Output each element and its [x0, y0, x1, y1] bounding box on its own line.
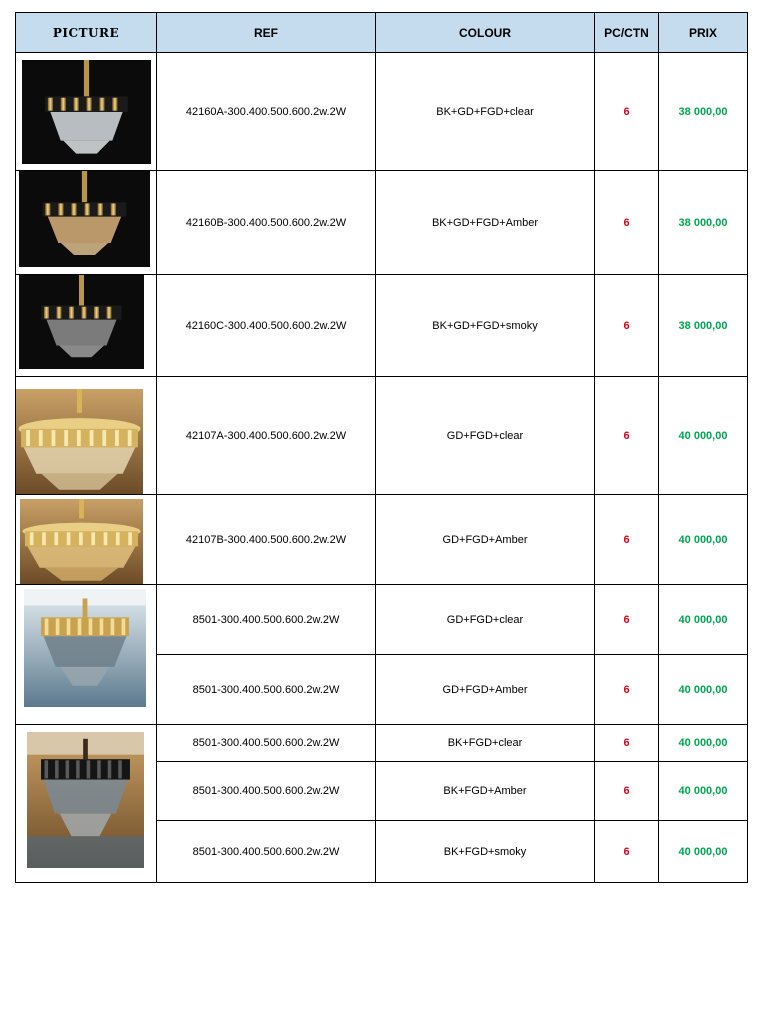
- ref-cell: 8501-300.400.500.600.2w.2W: [157, 655, 376, 725]
- colour-cell: BK+FGD+smoky: [376, 821, 595, 883]
- pcs-cell: 6: [595, 275, 659, 377]
- header-pcs: PC/CTN: [595, 13, 659, 53]
- pcs-cell: 6: [595, 585, 659, 655]
- pcs-cell: 6: [595, 821, 659, 883]
- colour-cell: GD+FGD+Amber: [376, 655, 595, 725]
- picture-cell: [16, 53, 157, 171]
- colour-cell: BK+FGD+clear: [376, 725, 595, 762]
- pcs-cell: 6: [595, 53, 659, 171]
- product-table: [15, 12, 748, 883]
- colour-cell: BK+GD+FGD+clear: [376, 53, 595, 171]
- picture-cell: [16, 377, 157, 495]
- colour-cell: GD+FGD+clear: [376, 585, 595, 655]
- ref-cell: 8501-300.400.500.600.2w.2W: [157, 585, 376, 655]
- pcs-cell: 6: [595, 171, 659, 275]
- table-row: [16, 377, 748, 495]
- chandelier-photo: [19, 171, 150, 267]
- table-row: [16, 53, 748, 171]
- colour-cell: GD+FGD+clear: [376, 377, 595, 495]
- colour-cell: BK+FGD+Amber: [376, 762, 595, 821]
- price-cell: 38 000,00: [659, 171, 748, 275]
- pcs-cell: 6: [595, 377, 659, 495]
- picture-cell: [16, 171, 157, 275]
- table-row: [16, 585, 748, 655]
- picture-cell: [16, 725, 157, 883]
- price-cell: 40 000,00: [659, 725, 748, 762]
- chandelier-photo: [16, 389, 143, 495]
- ref-cell: 8501-300.400.500.600.2w.2W: [157, 821, 376, 883]
- price-cell: 40 000,00: [659, 821, 748, 883]
- ref-cell: 8501-300.400.500.600.2w.2W: [157, 725, 376, 762]
- chandelier-photo: [20, 499, 143, 585]
- price-cell: 40 000,00: [659, 762, 748, 821]
- ref-cell: 42107A-300.400.500.600.2w.2W: [157, 377, 376, 495]
- colour-cell: GD+FGD+Amber: [376, 495, 595, 585]
- table-row: [16, 725, 748, 762]
- chandelier-photo: [27, 732, 144, 868]
- table-row: [16, 495, 748, 585]
- price-cell: 38 000,00: [659, 275, 748, 377]
- header-colour: COLOUR: [376, 13, 595, 53]
- price-cell: 40 000,00: [659, 377, 748, 495]
- pcs-cell: 6: [595, 762, 659, 821]
- picture-cell: [16, 585, 157, 725]
- ref-cell: 42160B-300.400.500.600.2w.2W: [157, 171, 376, 275]
- header-ref: REF: [157, 13, 376, 53]
- colour-cell: BK+GD+FGD+Amber: [376, 171, 595, 275]
- colour-cell: BK+GD+FGD+smoky: [376, 275, 595, 377]
- price-cell: 38 000,00: [659, 53, 748, 171]
- header-row: [16, 13, 748, 53]
- chandelier-photo: [19, 275, 144, 369]
- header-price: PRIX: [659, 13, 748, 53]
- pcs-cell: 6: [595, 495, 659, 585]
- picture-cell: [16, 495, 157, 585]
- header-picture: PICTURE: [16, 13, 157, 53]
- pcs-cell: 6: [595, 725, 659, 762]
- ref-cell: 8501-300.400.500.600.2w.2W: [157, 762, 376, 821]
- price-cell: 40 000,00: [659, 655, 748, 725]
- ref-cell: 42160A-300.400.500.600.2w.2W: [157, 53, 376, 171]
- picture-cell: [16, 275, 157, 377]
- pcs-cell: 6: [595, 655, 659, 725]
- table-row: [16, 275, 748, 377]
- table-row: [16, 171, 748, 275]
- ref-cell: 42160C-300.400.500.600.2w.2W: [157, 275, 376, 377]
- chandelier-photo: [24, 589, 146, 707]
- price-cell: 40 000,00: [659, 585, 748, 655]
- price-cell: 40 000,00: [659, 495, 748, 585]
- ref-cell: 42107B-300.400.500.600.2w.2W: [157, 495, 376, 585]
- chandelier-photo: [22, 60, 151, 164]
